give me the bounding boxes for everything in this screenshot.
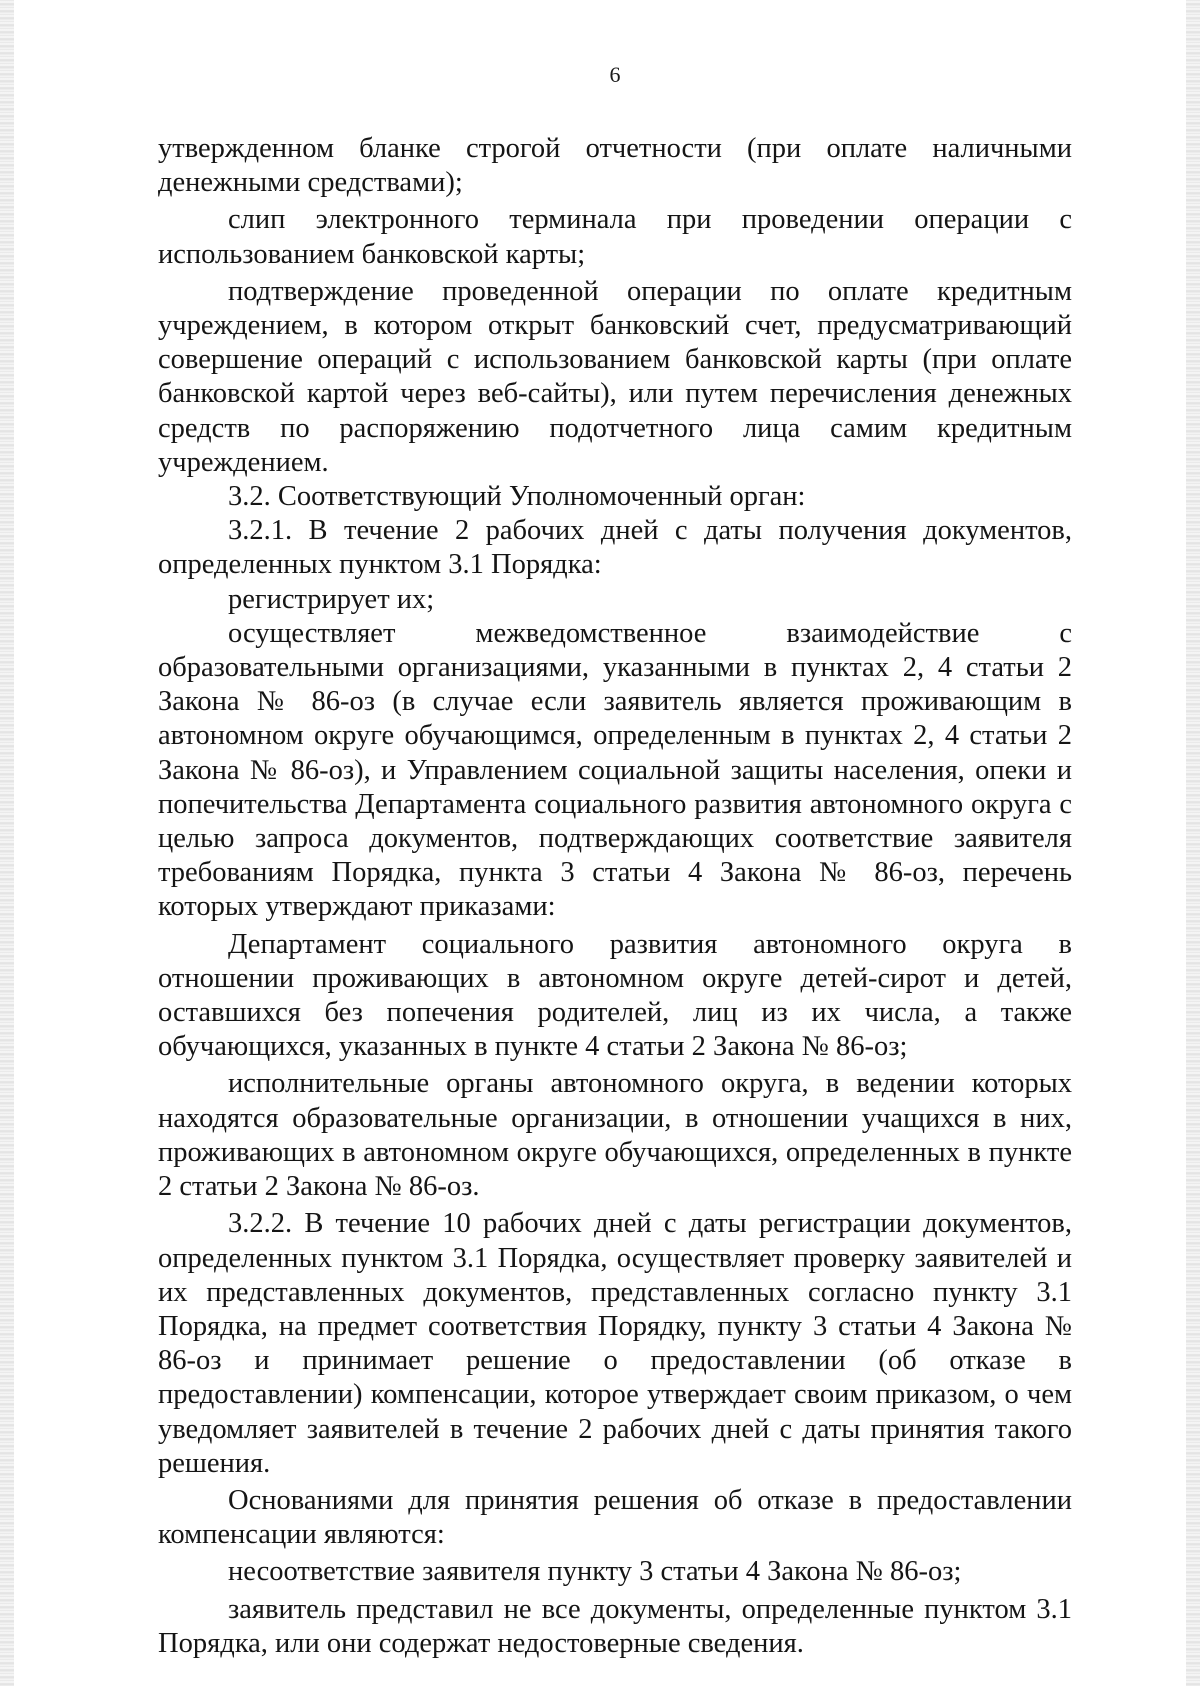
paragraph-12: несоответствие заявителя пункту 3 статьи 4 Закона № 86-оз;: [228, 1556, 962, 1588]
paragraph-5: 3.2.1. В течение 2 рабочих дней с даты получения документов, определенных пунктом 3.1 Порядка:: [158, 515, 1072, 581]
paragraph-10: 3.2.2. В течение 10 рабочих дней с даты регистрации документов, определенных пунктом 3.1 Порядка, осуществляет проверку заявителей и их представленных документов, представленных согласно пункту 3.1 Порядка, на предмет соответствия Порядку, пункту 3 статьи 4 Закона № 86-оз и принимает решение о предоставлении (об отказе в предоставлении) компенсации, которое утверждает своим приказом, о чем уведомляет заявителей в течение 2 рабочих дней с даты принятия такого решения.: [158, 1208, 1072, 1479]
paragraph-8: Департамент социального развития автономного округа в отношении проживающих в автономном округе детей-сирот и детей, оставшихся без попечения родителей, лиц из их числа, а также обучающихся, указанных в пункте 4 статьи 2 Закона № 86-оз;: [158, 928, 1072, 1063]
paragraph-3: подтверждение проведенной операции по оплате кредитным учреждением, в котором открыт банковский счет, предусматривающий совершение операций с использованием банковской карты (при оплате банковской картой через веб-сайты), или путем перечисления денежных средств по распоряжению подотчетного лица самим кредитным учреждением.: [158, 275, 1072, 478]
scan-edge-left: [0, 0, 14, 1686]
paragraph-13: заявитель представил не все документы, определенные пунктом 3.1 Порядка, или они содержат недостоверные сведения.: [158, 1593, 1072, 1659]
scan-edge-right: [1186, 0, 1200, 1686]
document-body: [158, 132, 1072, 1661]
paragraph-2: слип электронного терминала при проведении операции с использованием банковской карты;: [158, 204, 1072, 270]
paragraph-11: Основаниями для принятия решения об отказе в предоставлении компенсации являются:: [158, 1484, 1072, 1551]
paragraph-9: исполнительные органы автономного округа, в ведении которых находятся образовательные организации, в отношении учащихся в них, проживающих в автономном округе обучающихся, определенных в пункте 2 статьи 2 Закона № 86-оз.: [158, 1068, 1072, 1203]
paragraph-6: регистрирует их;: [228, 583, 435, 615]
paragraph-4: 3.2. Соответствующий Уполномоченный орган:: [228, 481, 806, 513]
paragraph-1: утвержденном бланке строгой отчетности (при оплате наличными денежными средствами);: [158, 133, 1072, 199]
page-number: 6: [609, 62, 621, 87]
paragraph-7: осуществляет межведомственное взаимодействие с образовательными организациями, указанными в пунктах 2, 4 статьи 2 Закона № 86-оз (в случае если заявитель является проживающим в автономном округе обучающимся, определенным в пунктах 2, 4 статьи 2 Закона № 86-оз), и Управлением социальной защиты населения, опеки и попечительства Департамента социального развития автономного округа с целью запроса документов, подтверждающих соответствие заявителя требованиям Порядка, пункта 3 статьи 4 Закона № 86-оз, перечень которых утверждают приказами:: [158, 617, 1072, 923]
